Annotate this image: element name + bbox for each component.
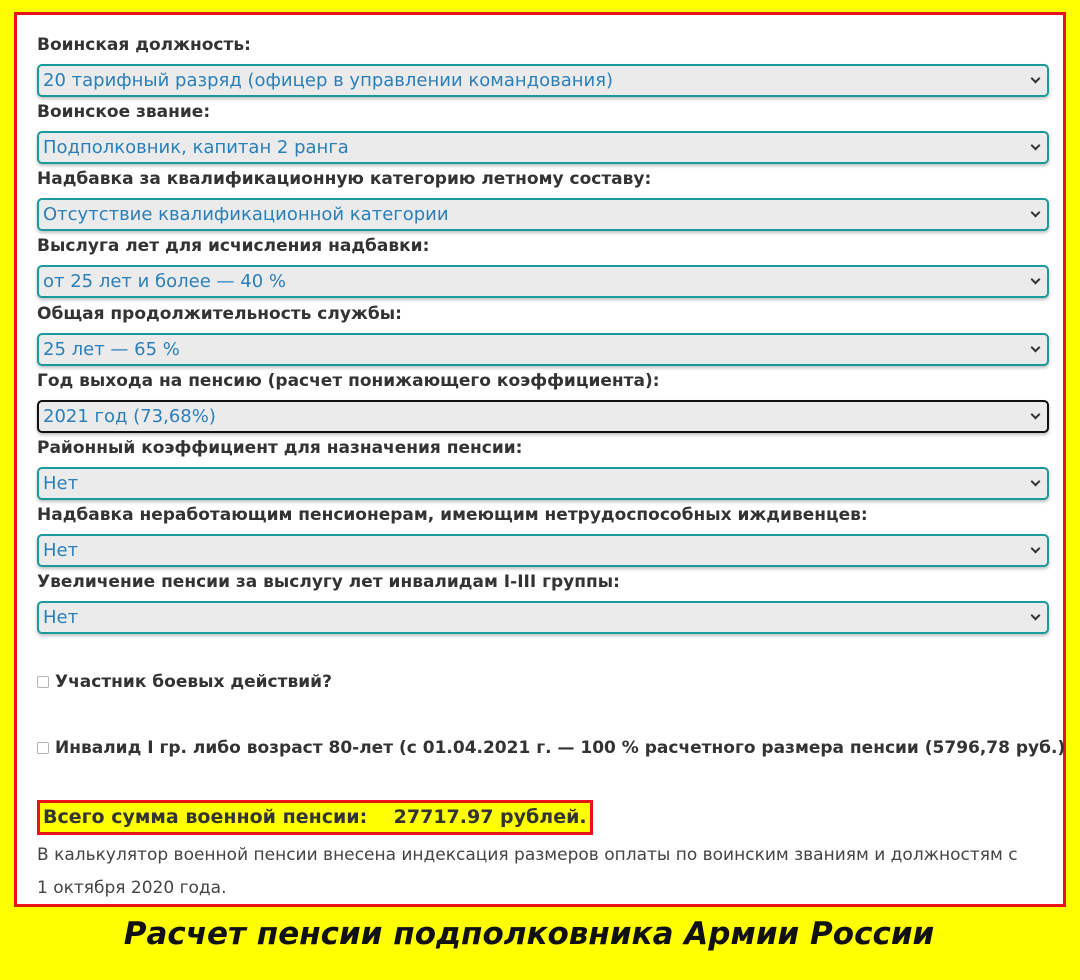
select-military-rank[interactable] [37, 131, 1049, 164]
label-total-service: Общая продолжительность службы: [37, 304, 402, 324]
select-qualification-category[interactable] [37, 198, 1049, 231]
label-qualification-category: Надбавка за квалификационную категорию летному составу: [37, 169, 652, 189]
chevron-down-icon [1031, 74, 1041, 84]
label-regional-coefficient: Районный коэффициент для назначения пенсии: [37, 438, 523, 458]
chevron-down-icon [1031, 208, 1041, 218]
total-pension [37, 800, 593, 835]
select-disability-increase-value: Нет [43, 607, 79, 628]
chevron-down-icon [1031, 410, 1041, 420]
select-retirement-year[interactable] [37, 400, 1049, 433]
label-disability-increase: Увеличение пенсии за выслугу лет инвалидам I-III группы: [37, 572, 620, 592]
select-total-service[interactable] [37, 333, 1049, 366]
checkbox-invalid-label: Инвалид I гр. либо возраст 80-лет (с 01.04.2021 г. — 100 % расчетного размера пенсии (5796,78 руб.) [55, 738, 1066, 758]
select-regional-coefficient[interactable] [37, 467, 1049, 500]
checkbox-combat-label: Участник боевых действий? [55, 672, 332, 692]
select-qualification-category-value: Отсутствие квалификационной категории [43, 204, 449, 225]
select-retirement-year-value: 2021 год (73,68%) [43, 406, 216, 427]
page-title: Расчет пенсии подполковника Армии России [123, 916, 935, 952]
select-service-years-bonus-value: от 25 лет и более — 40 % [43, 271, 286, 292]
label-military-position: Воинская должность: [37, 35, 251, 55]
total-amount: 27717.97 рублей. [393, 806, 587, 828]
select-dependents-bonus-value: Нет [43, 540, 79, 561]
checkbox-invalid-80[interactable] [37, 742, 49, 754]
select-dependents-bonus[interactable] [37, 534, 1049, 567]
select-military-position-value: 20 тарифный разряд (офицер в управлении командования) [43, 70, 614, 91]
checkbox-row-invalid [37, 738, 1065, 758]
checkbox-combat-participant[interactable] [37, 676, 49, 688]
select-disability-increase[interactable] [37, 601, 1049, 634]
indexation-note: В калькулятор военной пенсии внесена индексация размеров оплаты по воинским званиям и должностям с 1 октября 2020 года. [37, 845, 1018, 898]
chevron-down-icon [1031, 275, 1041, 285]
label-dependents-bonus: Надбавка неработающим пенсионерам, имеющим нетрудоспособных иждивенцев: [37, 505, 868, 525]
chevron-down-icon [1031, 477, 1041, 487]
select-total-service-value: 25 лет — 65 % [43, 339, 180, 360]
chevron-down-icon [1031, 611, 1041, 621]
checkbox-row-combat [37, 672, 332, 692]
select-military-rank-value: Подполковник, капитан 2 ранга [43, 137, 349, 158]
chevron-down-icon [1031, 343, 1041, 353]
select-military-position[interactable] [37, 64, 1049, 97]
calculator-panel [14, 12, 1066, 907]
select-regional-coefficient-value: Нет [43, 473, 79, 494]
label-retirement-year: Год выхода на пенсию (расчет понижающего коэффициента): [37, 371, 660, 391]
label-military-rank: Воинское звание: [37, 102, 211, 122]
total-label: Всего сумма военной пенсии: [43, 806, 368, 828]
select-service-years-bonus[interactable] [37, 265, 1049, 298]
chevron-down-icon [1031, 544, 1041, 554]
chevron-down-icon [1031, 141, 1041, 151]
label-service-years-bonus: Выслуга лет для исчисления надбавки: [37, 236, 430, 256]
